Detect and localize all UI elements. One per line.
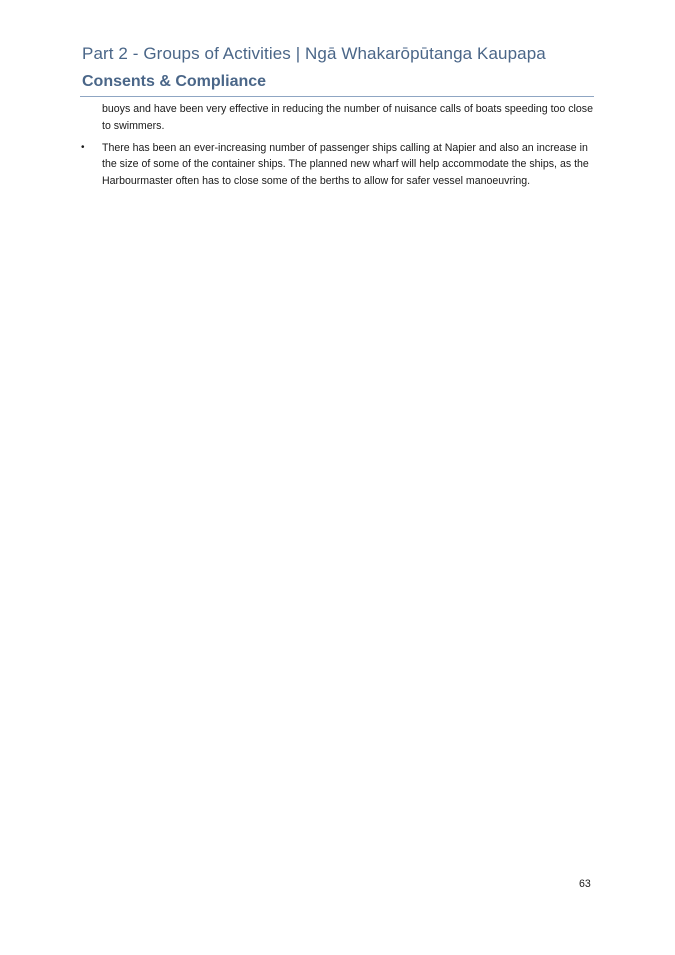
bullet-text: There has been an ever-increasing number of passenger ships calling at Napier and also an increase in the size of some of the container ships. The planned new wharf will help accommodate the ships, as the Harbourmaster often has to close some of the berths to allow for safer vessel manoeuvring. <box>102 141 589 188</box>
bullet-list-item <box>80 140 596 190</box>
section-heading: Consents & Compliance <box>82 73 267 90</box>
page-number: 63 <box>579 878 591 890</box>
continued-paragraph: buoys and have been very effective in reducing the number of nuisance calls of boats speeding too close to swimmers. <box>102 103 593 132</box>
page-header-title: Part 2 - Groups of Activities | Ngā Whakarōpūtanga Kaupapa <box>82 44 546 63</box>
bullet-marker: • <box>81 141 85 153</box>
header-divider <box>80 96 594 97</box>
body-content <box>80 101 596 190</box>
